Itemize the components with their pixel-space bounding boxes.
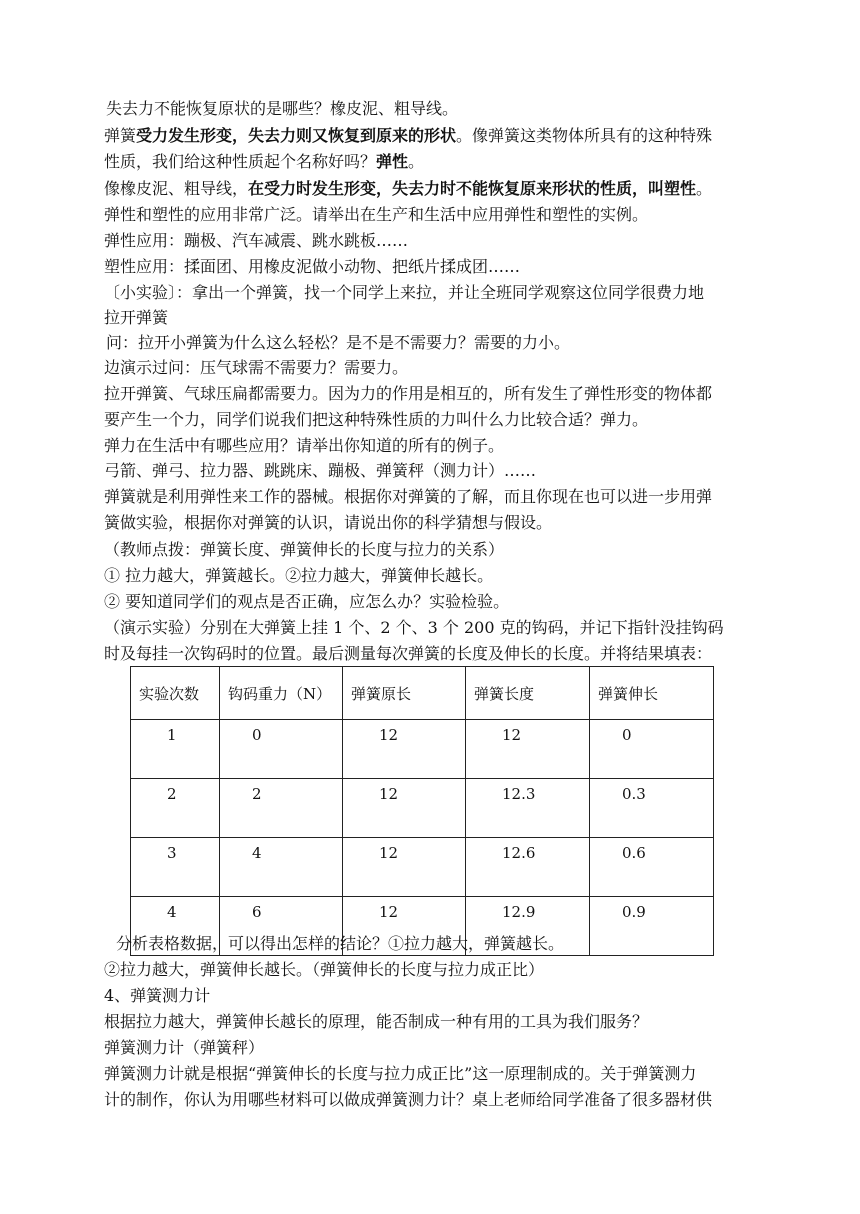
text-line: 时及每挂一次钩码时的位置。最后测量每次弹簧的长度及伸长的长度。并将结果填表：: [104, 644, 713, 663]
text-line: 分析表格数据，可以得出怎样的结论？①拉力越大，弹簧越长。: [116, 934, 565, 953]
table-cell: 0.6: [590, 838, 714, 897]
table-header-cell: 弹簧原长: [343, 667, 466, 720]
table-cell: 6: [220, 897, 343, 956]
text-line: [104, 124, 712, 148]
text-line: [104, 177, 712, 201]
text-line: 弹力在生活中有哪些应用？请举出你知道的所有的例子。: [104, 436, 505, 455]
text-line: 弹簧就是利用弹性来工作的器械。根据你对弹簧的了解，而且你现在也可以进一步用弹: [104, 487, 713, 506]
text-run: 弹簧: [104, 126, 137, 145]
text-line: ② 要知道同学们的观点是否正确，应怎么办？实验检验。: [104, 592, 510, 611]
text-line: 簧做实验，根据你对弹簧的认识，请说出你的科学猜想与假设。: [104, 513, 553, 532]
table-cell: 12.9: [466, 897, 590, 956]
text-line: 塑性应用：揉面团、用橡皮泥做小动物、把纸片揉成团……: [104, 257, 521, 276]
table-cell: 4: [131, 897, 220, 956]
text-line: 根据拉力越大，弹簧伸长越长的原理，能否制成一种有用的工具为我们服务？: [104, 1012, 649, 1031]
table-cell: 12: [343, 838, 466, 897]
text-line: （演示实验）分别在大弹簧上挂 1 个、2 个、3 个 200 克的钩码，并记下指针没挂钩码: [104, 618, 724, 637]
table-header-row: [131, 667, 714, 720]
text-line: 计的制作，你认为用哪些材料可以做成弹簧测力计？桌上老师给同学准备了很多器材供: [104, 1090, 713, 1109]
table-cell: 0: [590, 720, 714, 779]
text-line: 问：拉开小弹簧为什么这么轻松？是不是不需要力？需要的力小。: [106, 333, 571, 352]
table-cell: 0.9: [590, 897, 714, 956]
table-row: [131, 838, 714, 897]
text-run: 。: [408, 152, 425, 171]
text-line: 弹簧测力计（弹簧秤）: [104, 1038, 265, 1057]
table-cell: 12.3: [466, 779, 590, 838]
table-cell: 12: [343, 779, 466, 838]
table-header-cell: 弹簧长度: [466, 667, 590, 720]
text-line: 4、弹簧测力计: [104, 986, 211, 1005]
table-cell: 2: [220, 779, 343, 838]
table-cell: 0: [220, 720, 343, 779]
table-cell: 1: [131, 720, 220, 779]
text-line: 拉开弹簧、气球压扁都需要力。因为力的作用是相互的，所有发生了弹性形变的物体都: [104, 384, 713, 403]
table-row: [131, 720, 714, 779]
text-line: （教师点拨：弹簧长度、弹簧伸长的长度与拉力的关系）: [104, 540, 505, 559]
text-line: 弹性和塑性的应用非常广泛。请举出在生产和生活中应用弹性和塑性的实例。: [104, 205, 649, 224]
text-line: 〔小实验〕：拿出一个弹簧，找一个同学上来拉，并让全班同学观察这位同学很费力地: [104, 283, 705, 302]
text-line: 要产生一个力，同学们说我们把这种特殊性质的力叫什么力比较合适？弹力。: [104, 410, 649, 429]
experiment-table: [130, 666, 714, 956]
bold-text-run: 在受力时发生形变，失去力时不能恢复原来形状的性质，叫塑性: [248, 179, 697, 198]
text-run: 像橡皮泥、粗导线，: [104, 179, 249, 198]
bold-text-run: 弹性: [376, 152, 409, 171]
text-line: ① 拉力越大，弹簧越长。②拉力越大，弹簧伸长越长。: [104, 566, 494, 585]
text-run: 。: [696, 179, 713, 198]
table-header-cell: 钩码重力（N）: [220, 667, 343, 720]
table-cell: 4: [220, 838, 343, 897]
table-cell: 12: [466, 720, 590, 779]
text-line: [104, 150, 424, 174]
text-line: ②拉力越大，弹簧伸长越长。（弹簧伸长的长度与拉力成正比）: [104, 960, 545, 979]
table-row: [131, 779, 714, 838]
text-run: 。像弹簧这类物体所具有的这种特殊: [456, 126, 713, 145]
table-cell: 12.6: [466, 838, 590, 897]
table-cell: 0.3: [590, 779, 714, 838]
table-cell: 12: [343, 720, 466, 779]
text-line: 失去力不能恢复原状的是哪些？橡皮泥、粗导线。: [106, 99, 459, 118]
table-cell: 3: [131, 838, 220, 897]
text-line: 弹簧测力计就是根据“弹簧伸长的长度与拉力成正比”这一原理制成的。关于弹簧测力: [104, 1064, 697, 1083]
text-run: 性质，我们给这种性质起个名称好吗？: [104, 152, 377, 171]
text-line: 弓箭、弹弓、拉力器、跳跳床、蹦极、弹簧秤（测力计）……: [104, 461, 537, 480]
text-line: 拉开弹簧: [104, 308, 169, 327]
table-cell: 2: [131, 779, 220, 838]
text-line: 边演示过问：压气球需不需要力？需要力。: [104, 358, 409, 377]
bold-text-run: 受力发生形变，失去力则又恢复到原来的形状: [136, 126, 457, 145]
text-line: 弹性应用：蹦极、汽车减震、跳水跳板……: [104, 231, 409, 250]
table-header-cell: 弹簧伸长: [590, 667, 714, 720]
table-header-cell: 实验次数: [131, 667, 220, 720]
table-cell: 12: [343, 897, 466, 956]
